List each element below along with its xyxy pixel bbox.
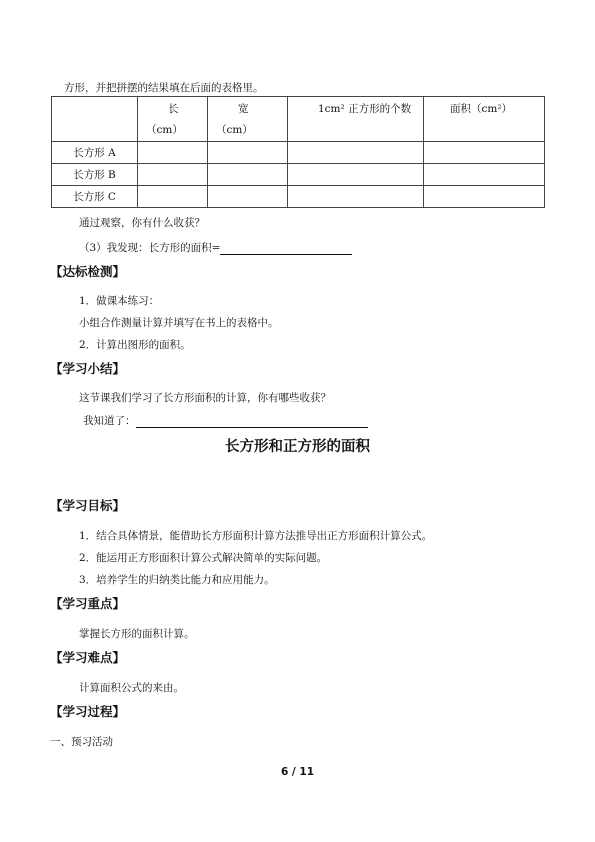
row-label: 长方形 A bbox=[52, 142, 138, 164]
table-cell bbox=[208, 142, 288, 164]
table-cell bbox=[138, 186, 208, 208]
table-cell bbox=[138, 142, 208, 164]
summary-line-2 bbox=[83, 413, 368, 428]
table-cell bbox=[424, 142, 545, 164]
summary-blank bbox=[136, 415, 368, 428]
table-cell bbox=[208, 164, 288, 186]
row-label: 长方形 C bbox=[52, 186, 138, 208]
table-row bbox=[52, 142, 545, 164]
summary-line-1: 这节课我们学习了长方形面积的计算，你有哪些收获？ bbox=[79, 392, 331, 404]
header-cell-width bbox=[208, 97, 288, 142]
check-item-2: 小组合作测量计算并填写在书上的表格中。 bbox=[79, 317, 279, 329]
header-cell-area bbox=[424, 97, 545, 142]
header-length-label: 长 bbox=[168, 103, 179, 115]
row-label: 长方形 B bbox=[52, 164, 138, 186]
discover-line bbox=[79, 240, 352, 255]
key-text: 掌握长方形的面积计算。 bbox=[79, 628, 195, 640]
table-header-row bbox=[52, 97, 545, 142]
table-cell bbox=[208, 186, 288, 208]
table-row bbox=[52, 164, 545, 186]
section-heading-key: 【学习重点】 bbox=[50, 596, 126, 611]
discover-text: （3）我发现：长方形的面积= bbox=[79, 242, 221, 254]
table-cell bbox=[424, 186, 545, 208]
summary-prompt: 我知道了： bbox=[83, 415, 136, 427]
table-row bbox=[52, 186, 545, 208]
header-count-label: 1cm² 正方形的个数 bbox=[318, 103, 412, 115]
result-table bbox=[51, 96, 545, 208]
header-cell-empty bbox=[52, 97, 138, 142]
observe-question: 通过观察，你有什么收获？ bbox=[79, 217, 205, 229]
table-cell bbox=[288, 186, 424, 208]
check-item-1: 1．做课本练习： bbox=[79, 295, 160, 307]
intro-line: 方形，并把拼摆的结果填在后面的表格里。 bbox=[64, 82, 264, 94]
header-length-unit: （cm） bbox=[146, 124, 183, 136]
header-width-label: 宽 bbox=[238, 103, 249, 115]
table-cell bbox=[288, 164, 424, 186]
difficulty-text: 计算面积公式的来由。 bbox=[79, 682, 184, 694]
header-area-label: 面积（cm²） bbox=[450, 103, 513, 115]
process-text: 一、预习活动 bbox=[50, 736, 113, 748]
goal-item-3: 3．培养学生的归纳类比能力和应用能力。 bbox=[79, 574, 275, 586]
section-heading-difficulty: 【学习难点】 bbox=[50, 650, 126, 665]
page-title: 长方形和正方形的面积 bbox=[225, 439, 370, 455]
section-heading-summary: 【学习小结】 bbox=[50, 361, 126, 376]
table-cell bbox=[424, 164, 545, 186]
section-heading-process: 【学习过程】 bbox=[50, 704, 126, 719]
section-heading-goals: 【学习目标】 bbox=[50, 498, 126, 513]
section-heading-check: 【达标检测】 bbox=[50, 264, 126, 279]
header-cell-count bbox=[288, 97, 424, 142]
header-width-unit: （cm） bbox=[216, 124, 253, 136]
answer-blank bbox=[220, 242, 352, 255]
header-cell-length bbox=[138, 97, 208, 142]
table-cell bbox=[288, 142, 424, 164]
table-cell bbox=[138, 164, 208, 186]
page-number: 6 / 11 bbox=[280, 766, 315, 778]
goal-item-2: 2．能运用正方形面积计算公式解决简单的实际问题。 bbox=[79, 552, 328, 564]
check-item-3: 2．计算出图形的面积。 bbox=[79, 339, 191, 351]
goal-item-1: 1．结合具体情景，能借助长方形面积计算方法推导出正方形面积计算公式。 bbox=[79, 530, 433, 542]
